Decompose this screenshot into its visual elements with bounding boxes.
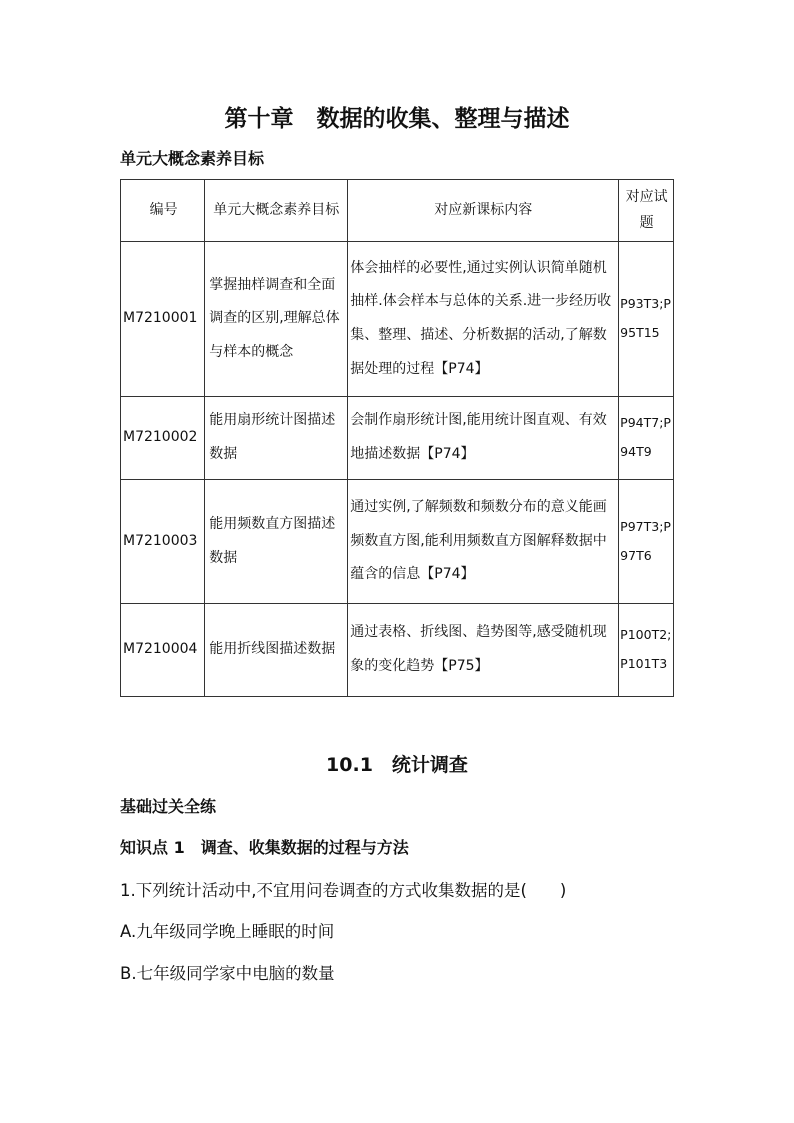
row-goal: 能用折线图描述数据	[205, 604, 348, 697]
row-ref: P93T3;P95T15	[619, 242, 674, 397]
header-goal: 单元大概念素养目标	[205, 180, 348, 242]
table-row	[121, 604, 674, 697]
goals-table	[120, 179, 674, 697]
row-code: M7210004	[121, 604, 205, 697]
option-a: A.九年级同学晚上睡眠的时间	[120, 922, 335, 941]
table-row	[121, 480, 674, 604]
row-code: M7210001	[121, 242, 205, 397]
question-1: 1.下列统计活动中,不宜用问卷调查的方式收集数据的是( )	[120, 881, 567, 900]
row-content: 通过表格、折线图、趋势图等,感受随机现象的变化趋势【P75】	[348, 604, 619, 697]
table-header-row	[121, 180, 674, 242]
row-content: 体会抽样的必要性,通过实例认识简单随机抽样.体会样本与总体的关系.进一步经历收集、整理、描述、分析数据的活动,了解数据处理的过程【P74】	[348, 242, 619, 397]
table-row	[121, 397, 674, 480]
row-code: M7210002	[121, 397, 205, 480]
section-label: 单元大概念素养目标	[120, 149, 265, 168]
option-b: B.七年级同学家中电脑的数量	[120, 964, 335, 983]
row-content: 通过实例,了解频数和频数分布的意义能画频数直方图,能利用频数直方图解释数据中蕴含的信息【P74】	[348, 480, 619, 604]
header-code: 编号	[121, 180, 205, 242]
row-goal: 掌握抽样调查和全面调查的区别,理解总体与样本的概念	[205, 242, 348, 397]
header-ref: 对应试题	[619, 180, 674, 242]
row-ref: P100T2;P101T3	[619, 604, 674, 697]
row-code: M7210003	[121, 480, 205, 604]
header-content: 对应新课标内容	[348, 180, 619, 242]
sub-heading: 基础过关全练	[120, 797, 217, 816]
knowledge-point-heading: 知识点 1 调查、收集数据的过程与方法	[120, 838, 409, 857]
section-heading: 10.1 统计调查	[326, 754, 468, 776]
row-goal: 能用扇形统计图描述数据	[205, 397, 348, 480]
row-content: 会制作扇形统计图,能用统计图直观、有效地描述数据【P74】	[348, 397, 619, 480]
row-ref: P97T3;P97T6	[619, 480, 674, 604]
row-goal: 能用频数直方图描述数据	[205, 480, 348, 604]
chapter-title: 第十章 数据的收集、整理与描述	[224, 106, 570, 132]
row-ref: P94T7;P94T9	[619, 397, 674, 480]
table-row	[121, 242, 674, 397]
